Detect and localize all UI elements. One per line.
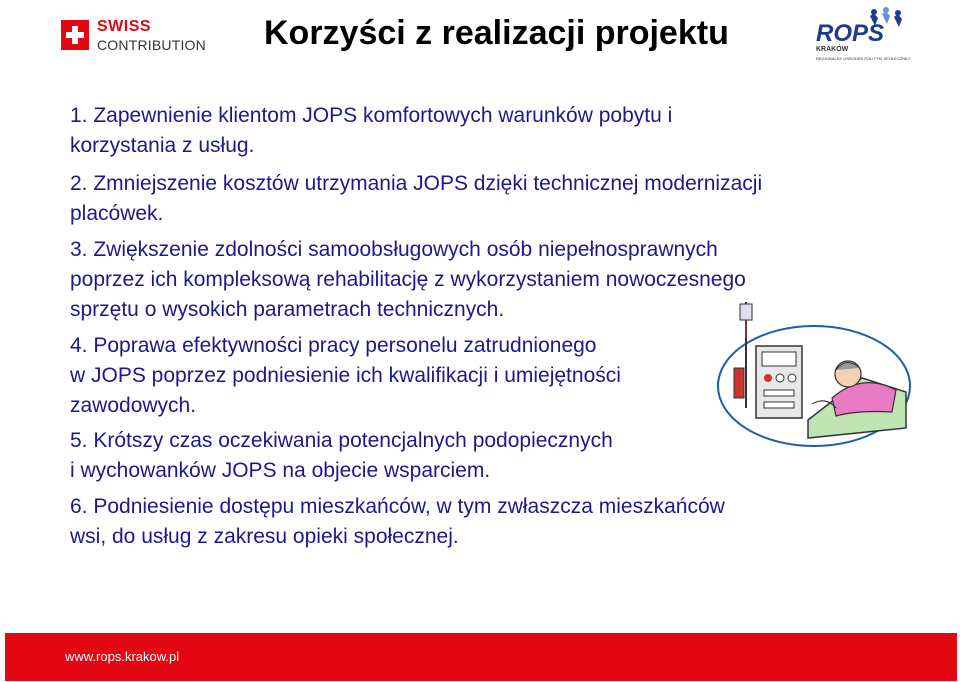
hospital-patient-icon <box>712 298 912 450</box>
list-item-line: wsi, do usług z zakresu opieki społecznej. <box>70 525 459 548</box>
list-item-line: 2. Zmniejszenie kosztów utrzymania JOPS dzięki technicznej modernizacji <box>70 172 763 195</box>
list-item-line: 6. Podniesienie dostępu mieszkańców, w tym zwłaszcza mieszkańców <box>70 495 725 518</box>
list-item-line: 1. Zapewnienie klientom JOPS komfortowych warunków pobytu i <box>70 104 673 127</box>
list-item-line: 3. Zwiększenie zdolności samoobsługowych osób niepełnosprawnych <box>70 238 718 261</box>
list-item-line: sprzętu o wysokich parametrach technicznych. <box>70 298 505 321</box>
rops-logo-name: ROPS <box>816 20 885 47</box>
footer-bar <box>5 633 957 681</box>
list-item-line: w JOPS poprzez podniesienie ich kwalifikacji i umiejętności <box>70 364 621 387</box>
swiss-flag-icon <box>61 20 89 50</box>
list-item-line: zawodowych. <box>70 394 197 417</box>
swiss-logo-bottom-text: CONTRIBUTION <box>97 37 206 53</box>
list-item-line: poprzez ich kompleksową rehabilitację z wykorzystaniem nowoczesnego <box>70 268 746 291</box>
rops-logo-city: KRAKÓW <box>816 46 849 53</box>
footer-url-link[interactable]: www.rops.krakow.pl <box>65 649 180 664</box>
list-item <box>70 331 621 421</box>
rops-logo-subtitle: REGIONALNY OŚRODEK POLITYKI SPOŁECZNEJ <box>816 56 910 61</box>
list-item-line: 5. Krótszy czas oczekiwania potencjalnych podopiecznych <box>70 429 613 452</box>
list-item-line: i wychowanków JOPS na objecie wsparciem. <box>70 459 491 482</box>
swiss-logo-top-text: SWISS <box>97 18 152 35</box>
list-item-line: 4. Poprawa efektywności pracy personelu zatrudnionego <box>70 334 597 357</box>
page-title: Korzyści z realizacji projektu <box>264 14 729 52</box>
list-item <box>70 169 762 229</box>
list-item <box>70 492 725 552</box>
list-item-line: placówek. <box>70 202 164 225</box>
list-item-line: korzystania z usług. <box>70 134 255 157</box>
list-item <box>70 235 746 325</box>
list-item <box>70 426 613 486</box>
swiss-contribution-logo <box>61 18 211 58</box>
list-item <box>70 101 672 161</box>
rops-logo <box>808 6 908 64</box>
